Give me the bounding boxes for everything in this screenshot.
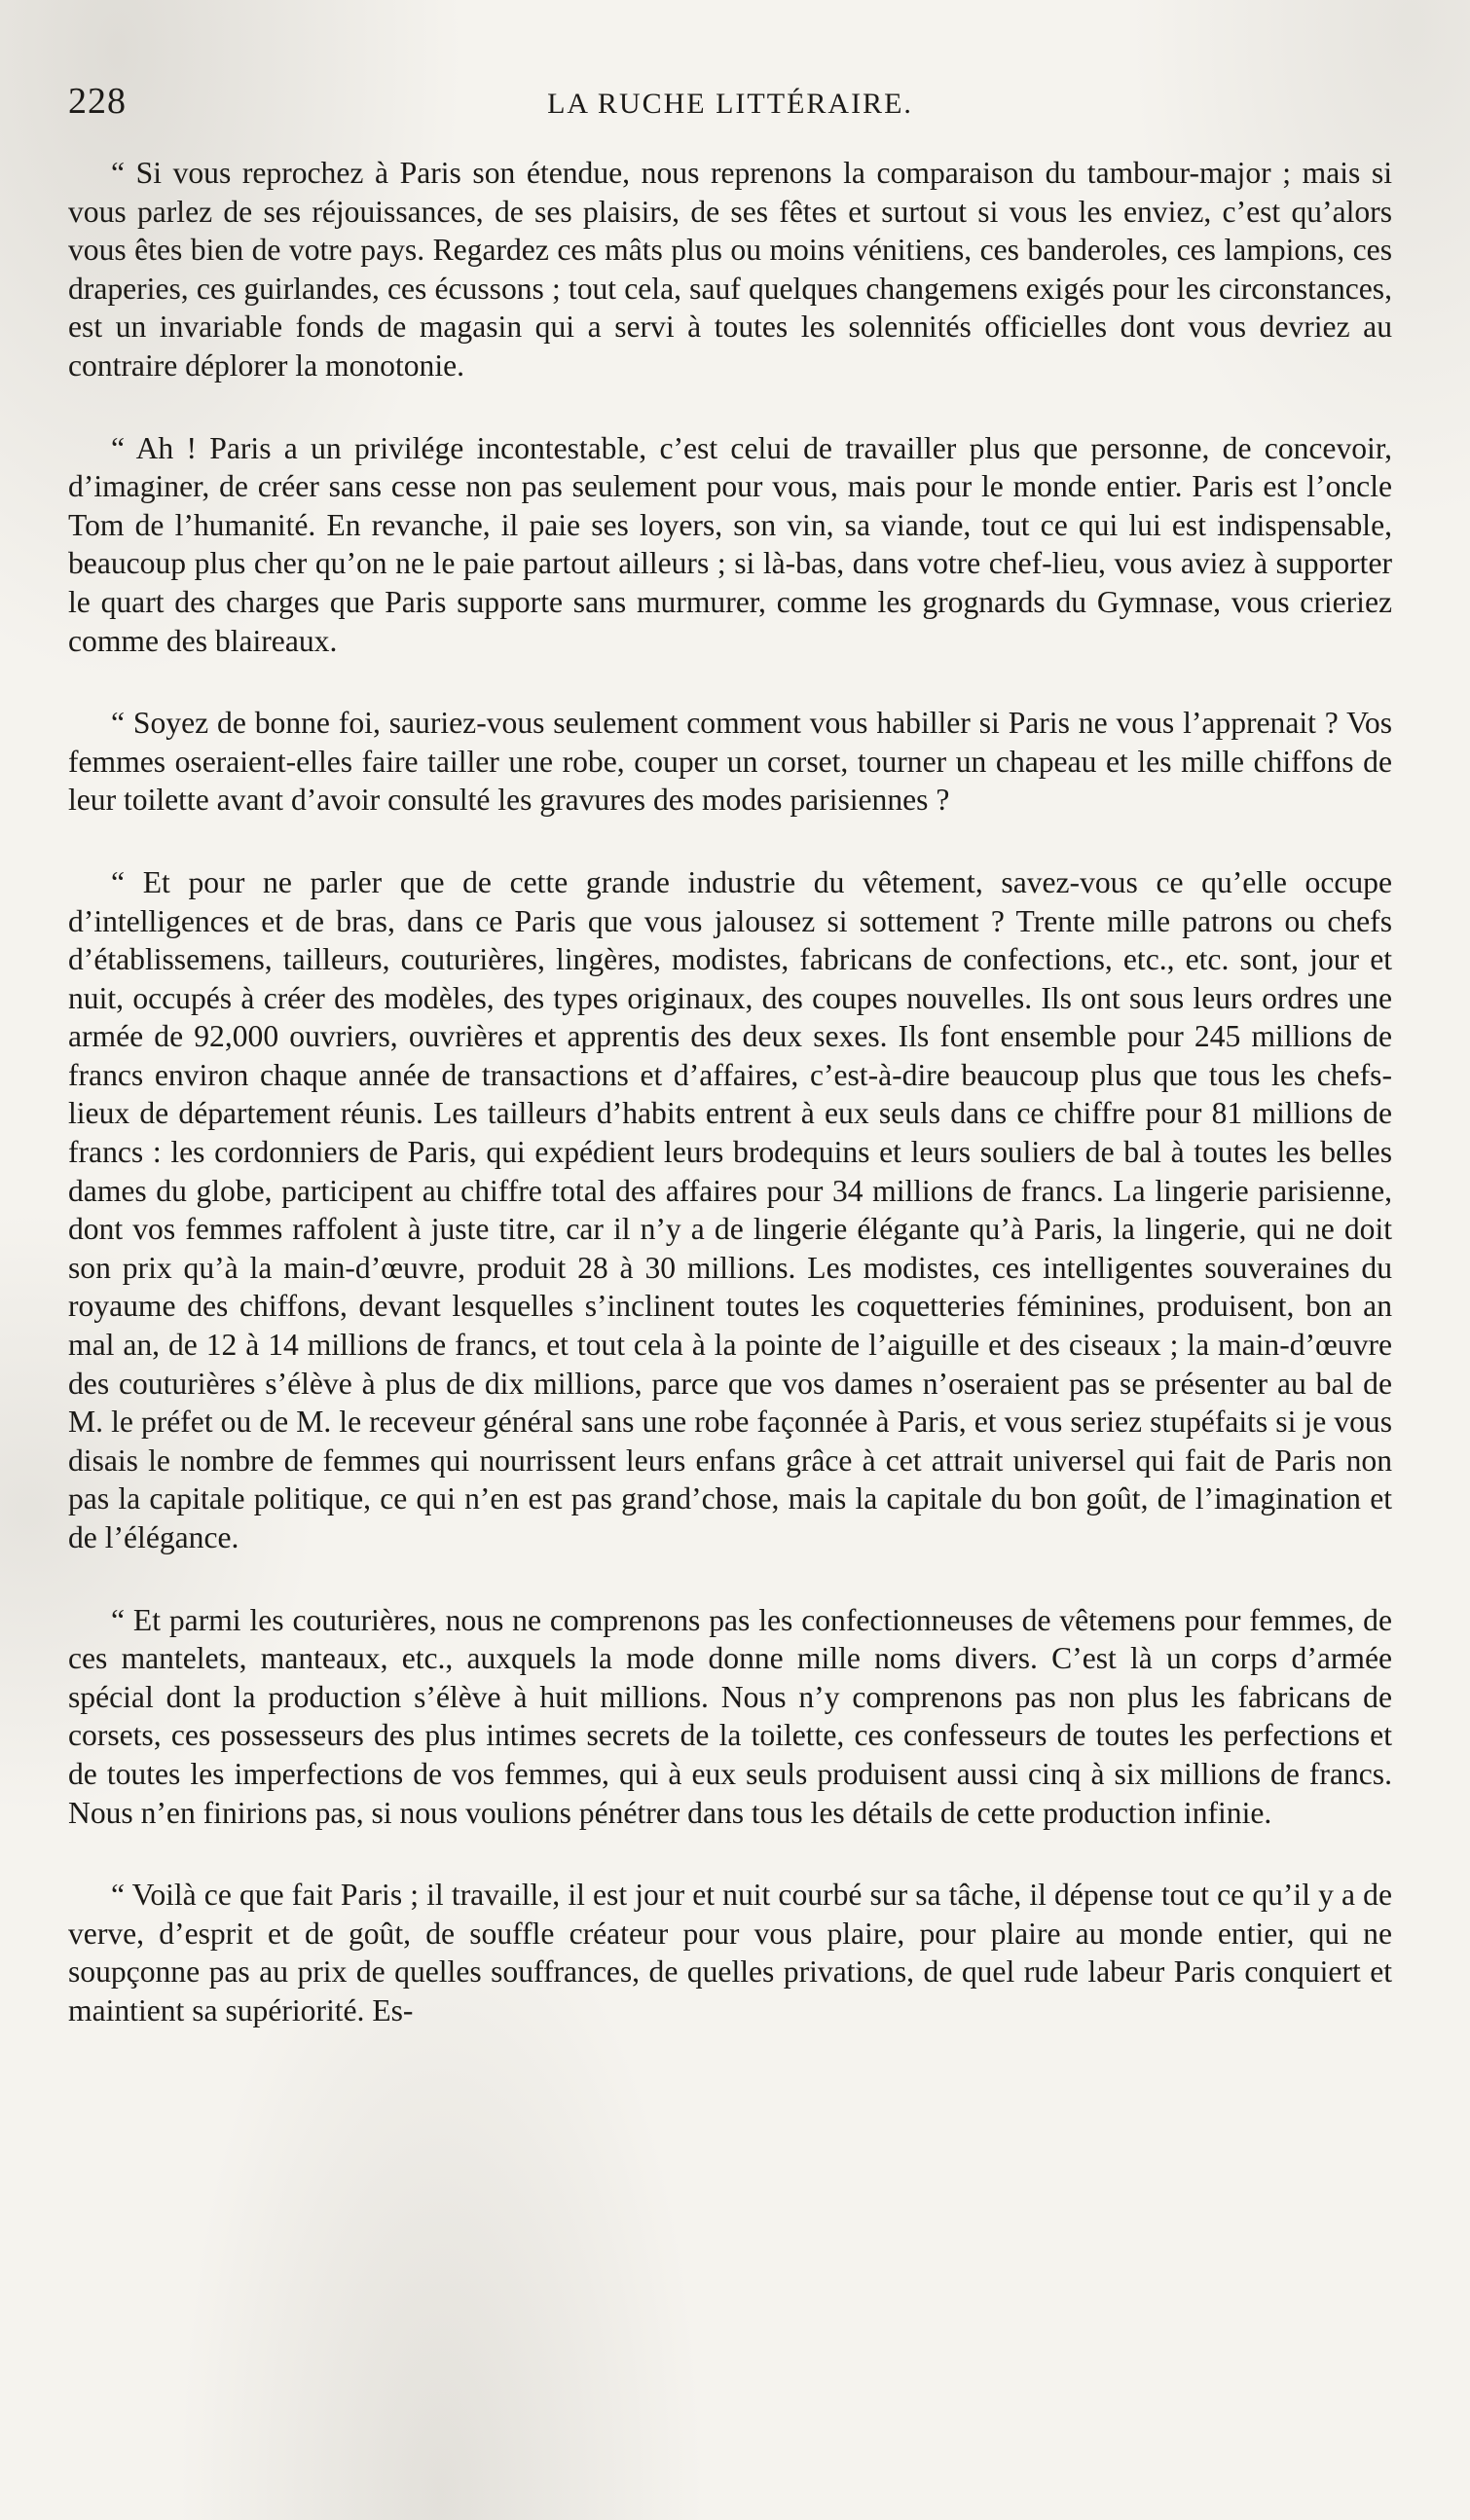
running-title: LA RUCHE LITTÉRAIRE.	[547, 88, 913, 120]
paragraph-6: “ Voilà ce que fait Paris ; il travaille, il est jour et nuit courbé sur sa tâche, il dépense tout ce qu’il y a de verve, d’esprit et de goût, de souffle créateur pour vous plaire, pour plaire au monde entier, qui ne soupçonne pas au prix de quelles souffrances, de quelles privations, de quel rude labeur Paris conquiert et maintient sa supériorité. Es-	[68, 1878, 1392, 2027]
page-header	[68, 80, 1392, 138]
paragraph-1: “ Si vous reprochez à Paris son étendue, nous reprenons la comparaison du tambour-major ; mais si vous parlez de ses réjouissances, de ses plaisirs, de ses fêtes et surtout si vous les enviez, c’est qu’alors vous êtes bien de votre pays. Regardez ces mâts plus ou moins vénitiens, ces banderoles, ces lampions, ces draperies, ces guirlandes, ces écussons ; tout cela, sauf quelques changemens exigés pour les circonstances, est un invariable fonds de magasin qui a servi à toutes les solennités officielles dont vous devriez au contraire déplorer la monotonie.	[68, 156, 1392, 383]
page-number: 228	[68, 81, 127, 122]
paragraph-4: “ Et pour ne parler que de cette grande industrie du vêtement, savez-vous ce qu’elle occupe d’intelligences et de bras, dans ce Paris que vous jalousez si sottement ? Trente mille patrons ou chefs d’établissemens, tailleurs, couturières, lingères, modistes, fabricans de confections, etc., etc. sont, jour et nuit, occupés à créer des modèles, des types originaux, des coupes nouvelles. Ils ont sous leurs ordres une armée de 92,000 ouvriers, ouvrières et apprentis des deux sexes. Ils font ensemble pour 245 millions de francs environ chaque année de transactions et d’affaires, c’est-à-dire beaucoup plus que tous les chefs-lieux de département réunis. Les tailleurs d’habits entrent à eux seuls dans ce chiffre pour 81 millions de francs : les cordonniers de Paris, qui expédient leurs brodequins et leurs souliers de bal à toutes les belles dames du globe, participent au chiffre total des affaires pour 34 millions de francs. La lingerie parisienne, dont vos femmes raffolent à juste titre, car il n’y a de lingerie élégante qu’à Paris, la lingerie, qui ne doit son prix qu’à la main-d’œuvre, produit 28 à 30 millions. Les modistes, ces intelligentes souveraines du royaume des chiffons, devant lesquelles s’inclinent toutes les coquetteries féminines, produisent, bon an mal an, de 12 à 14 millions de francs, et tout cela à la pointe de l’aiguille et des ciseaux ; la main-d’œuvre des couturières s’élève à plus de dix millions, parce que vos dames n’oseraient pas se présenter au bal de M. le préfet ou de M. le receveur général sans une robe façonnée à Paris, et vous seriez stupéfaits si je vous disais le nombre de femmes qui nourrissent leurs enfans grâce à cet attrait universel qui fait de Paris non pas la capitale politique, ce qui n’en est pas grand’chose, mais la capitale du bon goût, de l’imagination et de l’élégance.	[68, 864, 1392, 1554]
paragraph-3: “ Soyez de bonne foi, sauriez-vous seulement comment vous habiller si Paris ne vous l’apprenait ? Vos femmes oseraient-elles faire tailler une robe, couper un corset, tourner un chapeau et les mille chiffons de leur toilette avant d’avoir consulté les gravures des modes parisiennes ?	[68, 706, 1392, 818]
body-text	[68, 154, 1392, 2074]
paragraph-2: “ Ah ! Paris a un privilége incontestable, c’est celui de travailler plus que personne, de concevoir, d’imaginer, de créer sans cesse non pas seulement pour vous, mais pour le monde entier. Paris est l’oncle Tom de l’humanité. En revanche, il paie ses loyers, son vin, sa viande, tout ce qui lui est indispensable, beaucoup plus cher qu’on ne le paie partout ailleurs ; si là-bas, dans votre chef-lieu, vous aviez à supporter le quart des charges que Paris supporte sans murmurer, comme les grognards du Gymnase, vous crieriez comme des blaireaux.	[68, 430, 1392, 658]
paragraph-5: “ Et parmi les couturières, nous ne comprenons pas les confectionneuses de vêtemens pour femmes, de ces mantelets, manteaux, etc., auxquels la mode donne mille noms divers. C’est là un corps d’armée spécial dont la production s’élève à huit millions. Nous n’y comprenons pas non plus les fabricans de corsets, ces possesseurs des plus intimes secrets de la toilette, ces confesseurs de toutes les perfections et de toutes les imperfections de vos femmes, qui à eux seuls produisent aussi cinq à six millions de francs. Nous n’en finirions pas, si nous voulions pénétrer dans tous les détails de cette production infinie.	[68, 1602, 1392, 1830]
